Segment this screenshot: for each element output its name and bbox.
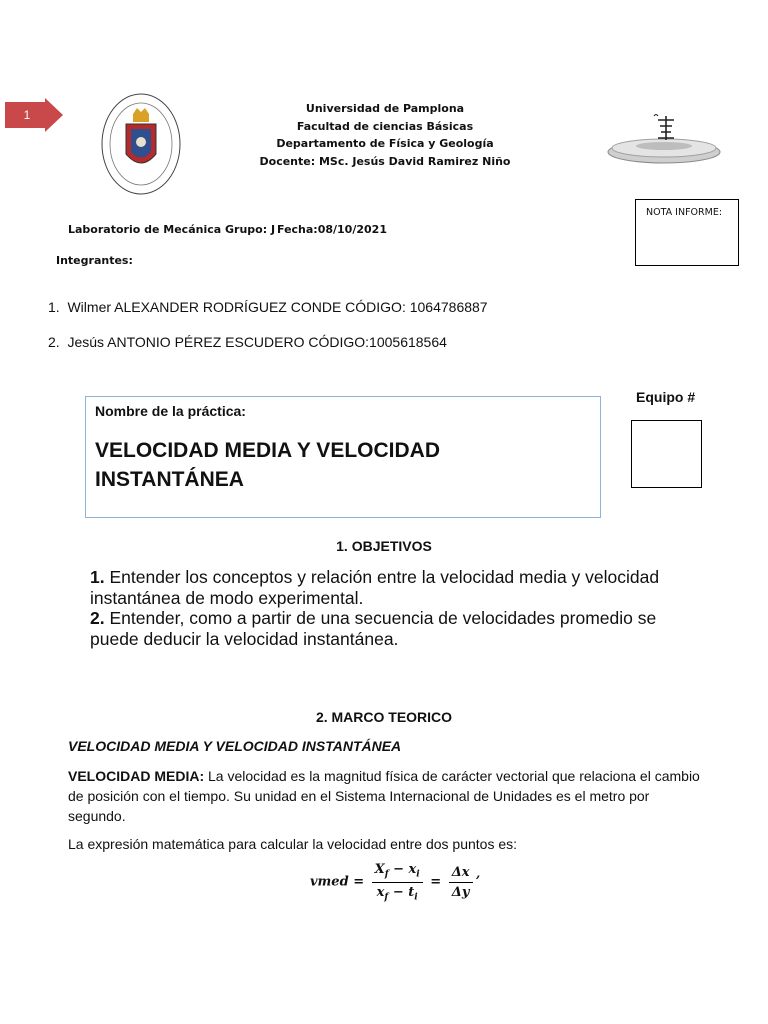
objectives-heading: 1. OBJETIVOS: [336, 538, 432, 554]
theory-subtitle: VELOCIDAD MEDIA Y VELOCIDAD INSTANTÁNEA: [68, 738, 402, 754]
department-logo: [606, 106, 726, 170]
faculty-name: Facultad de ciencias Básicas: [296, 119, 474, 133]
members-label: Integrantes:: [56, 254, 133, 267]
fraction-numerator: $X_f - x_i$: [372, 862, 423, 883]
velocity-definition: [68, 766, 708, 826]
university-seal-logo: [100, 92, 182, 196]
definition-text: La velocidad es la magnitud física de carácter vectorial que relaciona el cambio de posición con el tiempo. Su unidad en el Sistema Internacional de Unidades es el metro por segundo.: [68, 768, 700, 824]
document-header: [200, 100, 570, 170]
member-item: [48, 334, 447, 350]
formula-fraction-1: [372, 862, 423, 902]
formula-fraction-2: [449, 865, 473, 900]
page-number: 1: [23, 108, 31, 122]
team-box: [631, 420, 702, 488]
objective-number: 1.: [90, 567, 105, 587]
lab-group: Laboratorio de Mecánica Grupo: J: [68, 223, 276, 236]
grade-label: NOTA INFORME:: [646, 207, 723, 218]
velocity-formula: [310, 862, 480, 902]
member-text: Wilmer ALEXANDER RODRÍGUEZ CONDE CÓDIGO: 1064786887: [67, 299, 488, 315]
objective-item: [90, 567, 690, 608]
member-item: [48, 299, 488, 315]
definition-term: VELOCIDAD MEDIA:: [68, 768, 205, 784]
lab-date: Fecha:08/10/2021: [277, 223, 387, 236]
objective-number: 2.: [90, 608, 105, 628]
page-number-badge: [5, 98, 63, 132]
formula-lhs: vmed =: [310, 874, 365, 890]
fraction-denominator: $x_f - t_i$: [376, 884, 418, 903]
teacher-name: Docente: MSc. Jesús David Ramirez Niño: [259, 154, 511, 168]
practice-name-box: [85, 396, 601, 518]
university-name: Universidad de Pamplona: [305, 102, 465, 115]
objective-text: Entender los conceptos y relación entre la velocidad media y velocidad instantánea de modo experimental.: [90, 567, 660, 608]
objective-text: Entender, como a partir de una secuencia de velocidades promedio se puede deducir la velocidad instantánea.: [90, 608, 657, 649]
member-text: Jesús ANTONIO PÉREZ ESCUDERO CÓDIGO:1005618564: [67, 334, 447, 350]
expression-intro: La expresión matemática para calcular la velocidad entre dos puntos es:: [68, 836, 518, 852]
theory-heading: 2. MARCO TEORICO: [315, 709, 453, 725]
member-number: 2.: [48, 334, 60, 350]
team-label: Equipo #: [636, 389, 696, 405]
formula-equals: =: [430, 874, 442, 890]
fraction-denominator: Δy: [451, 884, 470, 900]
member-number: 1.: [48, 299, 60, 315]
objective-item: [90, 608, 690, 649]
practice-title: VELOCIDAD MEDIA Y VELOCIDAD INSTANTÁNEA: [95, 439, 440, 491]
fraction-numerator: Δx: [449, 865, 473, 883]
grade-box: [635, 199, 739, 266]
department-name: Departamento de Física y Geología: [276, 137, 494, 150]
formula-tail: ʼ: [475, 874, 481, 890]
practice-label: Nombre de la práctica:: [95, 403, 246, 419]
